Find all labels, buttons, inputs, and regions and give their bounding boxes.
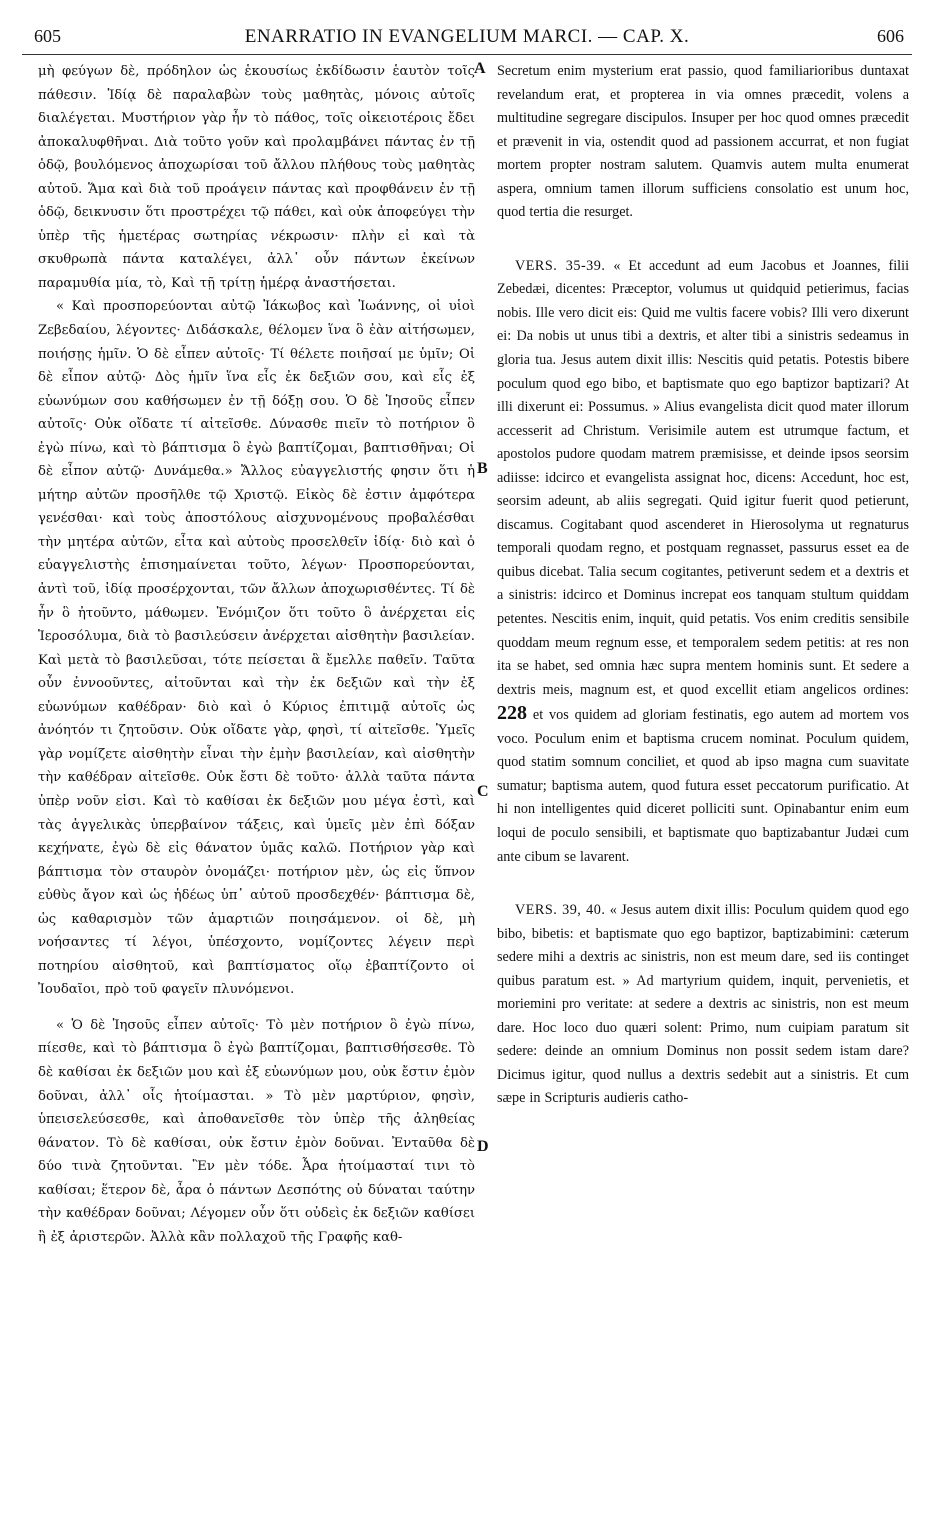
section-marker-d: D <box>477 1138 489 1155</box>
column-number: 228 <box>497 702 527 725</box>
greek-column <box>38 60 475 1249</box>
latin-column <box>497 60 909 1111</box>
latin-paragraph-2-rest: et vos quidem ad gloriam festinatis, ego autem ad mortem vos voco. Poculum enim et baptisma crucem nominat. Poculum quidem, quod statim somnum conciliet, et quod ab ipso magna cum suavitate sumatur; baptisma autem, quod futura esset peccatorum purificatio. At hi non intelligentes quid diceret polliciti sunt. Opinabantur enim eum loqui de poculo sensibili, et baptismate quo baptizabantur Judæi cum ante cibum se lavarent. <box>497 707 910 865</box>
latin-paragraph-2 <box>497 255 909 869</box>
section-marker-b: B <box>477 460 488 477</box>
latin-paragraph-3 <box>497 899 909 1111</box>
page-number-left: 605 <box>34 26 61 46</box>
page <box>22 14 912 1529</box>
latin-paragraph-3-text: « Jesus autem dixit illis: Poculum quidem quod ego bibo, bibetis: et baptismate quo ego baptizor, baptizabimini: cæterum sedere mihi a dextris ac sinistris, non est meum dare, sed iis continget quibus paratum est. » Ad martyrium quidem, inquit, pervenietis, et moriemini pro veritate: at sedere a dextris ac sinistris, non est meum dare. Hoc loco duo quæri solent: Primo, num cuipiam paratum sit sedere: deinde an omnium Dominus non possit sedem istam dare? Dicimus igitur, quod nullus a dextris sedebit aut a sinistris. Et cum sæpe in Scripturis audieris catho- <box>497 902 910 1107</box>
verse-label-35-39: VERS. 35-39. <box>515 257 606 274</box>
latin-paragraph-1: Secretum enim mysterium erat passio, quod familiarioribus duntaxat revelandum erat, et propterea in via omnes præcedit, volens a multitudine segregare discipulos. Insuper per hoc quod omnes præcedit et prævenit in via, ostendit quod ad passionem accurrat, et non fugiat mortem propter nostram salutem. Quamvis autem multa enumerat aspera, omnium tamen illorum sufficiens consolatio est unum hoc, quod tertia die resurget. <box>497 63 909 221</box>
section-marker-c: C <box>477 783 489 800</box>
verse-label-39-40: VERS. 39, 40. <box>515 902 606 919</box>
running-title: ENARRATIO IN EVANGELIUM MARCI. — CAP. X. <box>244 26 690 47</box>
page-number-right: 606 <box>877 26 904 46</box>
greek-paragraph-2: « Καὶ προσπορεύονται αὐτῷ Ἰάκωβος καὶ Ἰωάννης, οἱ υἱοὶ Ζεβεδαίου, λέγοντες· Διδάσκαλε, θέλομεν ἵνα ὃ ἐὰν αἰτήσωμεν, ποιήσῃς ἡμῖν. Ὁ δὲ εἶπεν αὐτοῖς· Τί θέλετε ποιῆσαί με ὑμῖν; Οἱ δὲ εἶπον αὐτῷ· Δὸς ἡμῖν ἵνα εἷς ἐκ δεξιῶν σου, καὶ εἷς ἐξ εὐωνύμων σου καθήσωμεν ἐν τῇ δόξῃ σου. Ὁ δὲ Ἰησοῦς εἶπεν αὐτοῖς· Οὐκ οἴδατε τί αἰτεῖσθε. Δύνασθε πιεῖν τὸ ποτήριον ὃ ἐγὼ πίνω, καὶ τὸ βάπτισμα ὃ ἐγὼ βαπτίζομαι, βαπτισθῆναι; Οἱ δὲ εἶπον αὐτῷ· Δυνάμεθα.» Ἄλλος εὐαγγελιστής φησιν ὅτι ἡ μήτηρ αὐτῶν προσῆλθε τῷ Χριστῷ. Εἰκὸς δὲ ἐστιν ἀμφότερα γενέσθαι· καὶ τοὺς ἀποστόλους αἰσχυνομένους προβαλέσθαι τὴν μητέρα αὐτῶν, εἶτα καὶ αὐτοὺς προσελθεῖν ἰδίᾳ· διὸ καὶ ὁ εὐαγγελιστὴς ἐπισημαίνεται τοῦτο, λέγων· Προσπορεύονται, ἀντὶ τοῦ, ἰδίᾳ προσέρχονται, τῶν ἄλλων ἀποχωρισθέντες. Τί δὲ ἦν ὃ ἠτοῦντο, μάθωμεν. Ἐνόμιζον ὅτι τοῦτο ὃ ἀνέρχεται εἰς Ἱεροσόλυμα, διὰ τὸ βασιλεύσειν ἀνέρχεται αἰσθητὴν βασιλείαν. Καὶ μετὰ τὸ βασιλεῦσαι, τότε πείσεται ἃ ἔμελλε παθεῖν. Ταῦτα οὖν ἐννοοῦντες, αἰτοῦνται καὶ τὴν ἐκ δεξιῶν καὶ τὴν ἐξ εὐωνύμων καθέδραν· διὸ καὶ ὁ Κύριος ἐπιτιμᾷ αὐτοῖς ὡς ἀνόητόν τι ζητοῦσιν. Οὐκ οἴδατε γὰρ, φησὶ, τί αἰτεῖσθε. Ὑμεῖς γὰρ νομίζετε αἰσθητὴν εἶναι τὴν ἐμὴν βασιλείαν, καὶ αἰσθητὴν τὴν καθέδραν αἰτεῖσθε. Οὐκ ἔστι δὲ τοῦτο· ἀλλὰ ταῦτα πάντα ὑπὲρ νοῦν εἰσι. Καὶ τὸ καθίσαι ἐκ δεξιῶν μου μέγα ἐστὶ, καὶ τὰς ἀγγελικὰς ὑπερβαίνον τάξεις, καὶ ὑμεῖς μὲν ἐπὶ δόξαν κεχήνατε, ἐγὼ δὲ εἰς θάνατον ὑμᾶς καλῶ. Ποτήριον γὰρ καὶ βάπτισμα τὸν σταυρὸν ὀνομάζει· ποτήριον μὲν, ὡς εἰς ὕπνον εὐθὺς ἄγον καὶ ὡς ἡδέως ὑπ᾽ αὐτοῦ προσδεχθέν· βάπτισμα δὲ, ὡς καθαρισμὸν τῶν ἁμαρτιῶν ποιησάμενον. οἱ δὲ, μὴ νοήσαντες τί λέγοι, ὑπέσχοντο, νομίζοντες λέγειν περὶ ποτηρίου αἰσθητοῦ, καὶ βαπτίσματος οἵῳ ἐβαπτίζοντο οἱ Ἰουδαῖοι, πρὸ τοῦ φαγεῖν πλυνόμενοι. <box>38 299 475 998</box>
running-header <box>22 14 912 55</box>
latin-paragraph-2-text: « Et accedunt ad eum Jacobus et Joannes, filii Zebedæi, dicentes: Præceptor, volumus ut quidquid petierimus, facias nobis. Ille vero dicit eis: Quid me vultis facere vobis? Illi vero dixerunt ei: Da nobis ut unus tibi a dextris, et alter tibi a sinistris sedeamus in gloria tua. Jesus autem dixit illis: Nescitis quid petatis. Potestis bibere poculum quod ego bibo, et baptismate quo ego baptizor baptizari? At illi dixerunt ei: Possumus. » Alius evangelista dicit quod mater illorum accesserit ad Christum. Verisimile autem est utrumque factum, et apostolos pudore quodam matrem præmisisse, et deinde ipsos seorsim adiisse: idcirco et evangelista assignat hoc, dicens: Accedunt, hoc est, seorsim adeunt, ab aliis segregati. Quid igitur fuerit quod petierunt, discamus. Cogitabant quod ascenderet in Hierosolyma ut regnaturus temporali quodam regno, et postquam regnasset, passurus esset ea de quibus dicebat. Talia secum cogitantes, petiverunt sedem et a dextris et a sinistris: idcirco et Dominus increpat eos tanquam stultum quiddam petentes. Nescitis enim, inquit, quid petatis. Vos enim creditis sensibile quoddam meum regnum esse, et temporalem sedem petitis: at res non ita se habet, sed omnia hæc supra mentem hominis sunt. Et sedere a dextris meis, magnum est, et quod excellit etiam angelicos ordines: <box>497 257 910 698</box>
greek-paragraph-1: μὴ φεύγων δὲ, πρόδηλον ὡς ἑκουσίως ἐκδίδωσιν ἑαυτὸν τοῖς πάθεσιν. Ἰδίᾳ δὲ παραλαβὼν τοὺς μαθητὰς, μόνοις αὐτοῖς διαλέγεται. Μυστήριον γὰρ ἦν τὸ πάθος, τοῖς οἰκειοτέροις ἔδει ἀποκαλυφθῆναι. Διὰ τοῦτο γοῦν καὶ προλαμβάνει πάντας ἐν τῇ ὁδῷ, βουλόμενος ἀποχωρίσαι τοῦ ἄλλου πλήθους τοὺς μαθητὰς αὐτοῦ. Ἅμα καὶ διὰ τοῦ προάγειν πάντας καὶ προφθάνειν ἐν τῇ ὁδῷ, δεικνυσιν ὅτι προστρέχει τῷ πάθει, καὶ οὐκ ἀποφεύγει τὴν ὑπὲρ τῆς ἡμετέρας σωτηρίας νέκρωσιν· πλὴν εἰ καὶ τὰ σκυθρωπὰ πάντα καταλέγει, ἀλλ᾽ οὖν πάντων ἐκείνων παραμυθία μία, τὸ, Καὶ τῇ τρίτῃ ἡμέρᾳ ἀναστήσεται. <box>38 64 475 291</box>
greek-paragraph-3: « Ὁ δὲ Ἰησοῦς εἶπεν αὐτοῖς· Τὸ μὲν ποτήριον ὃ ἐγὼ πίνω, πίεσθε, καὶ τὸ βάπτισμα ὃ ἐγὼ βαπτίζομαι, βαπτισθήσεσθε. Τὸ δὲ καθίσαι ἐκ δεξιῶν μου καὶ ἐξ εὐωνύμων μου, οὐκ ἔστιν ἐμὸν δοῦναι, ἀλλ᾽ οἷς ἡτοίμασται. » Τὸ μὲν μαρτύριον, φησὶν, ὑπεισελεύσεσθε, καὶ ἀποθανεῖσθε τὸν ὑπὲρ τῆς ἀληθείας θάνατον. Τὸ δὲ καθίσαι, οὐκ ἔστιν ἐμὸν δοῦναι. Ἐνταῦθα δὲ δύο τινὰ ζητοῦνται. Ἓν μὲν τόδε. Ἆρα ἡτοίμασταί τινι τὸ καθίσαι; ἕτερον δὲ, ἆρα ὁ πάντων Δεσπότης οὐ δύναται ταύτην τὴν καθέδραν δοῦναι; Λέγομεν οὖν ὅτι οὐδεὶς ἐκ δεξιῶν καθίσει ἢ ἐξ ἀριστερῶν. Ἀλλὰ κἂν πολλαχοῦ τῆς Γραφῆς καθ- <box>38 1017 475 1245</box>
two-column-body <box>22 60 912 1529</box>
section-marker-a: A <box>474 60 486 77</box>
